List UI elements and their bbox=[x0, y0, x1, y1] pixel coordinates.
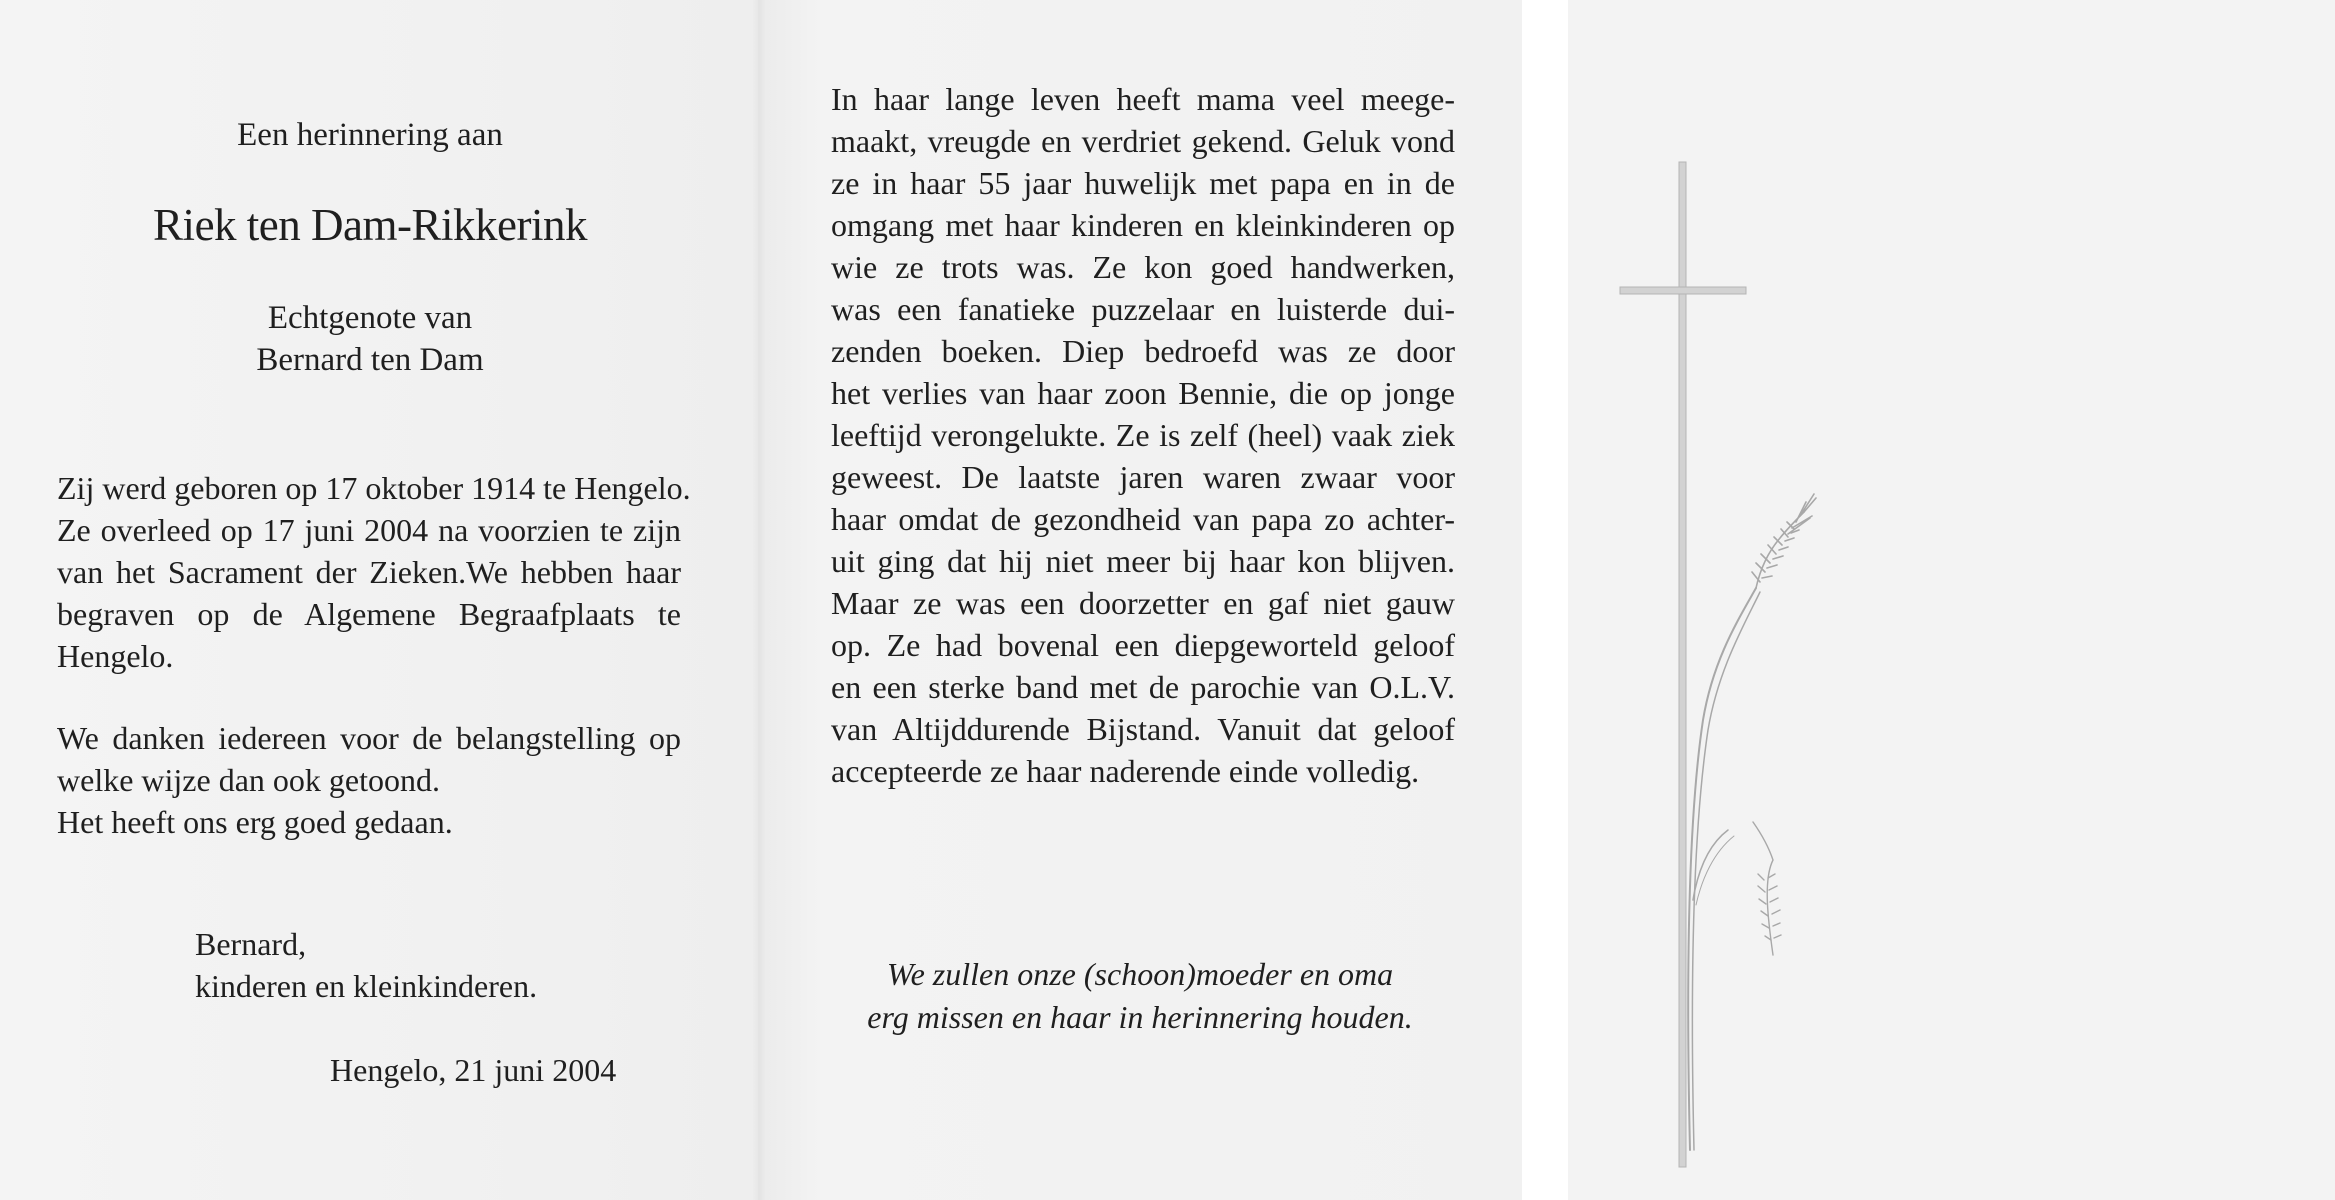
closing-line: We zullen onze (schoon)moeder en oma bbox=[886, 956, 1394, 992]
paragraph-line: We danken iedereen voor de belangstelling op bbox=[57, 720, 681, 756]
memorial-line: van Altijddurende Bijstand. Vanuit dat geloof bbox=[831, 711, 1455, 747]
memorial-line: omgang met haar kinderen en kleinkinderen op bbox=[831, 207, 1455, 243]
memorial-text bbox=[831, 78, 1455, 792]
memorial-line: het verlies van haar zoon Bennie, die op jonge bbox=[831, 375, 1455, 411]
memorial-line: geweest. De laatste jaren waren zwaar voor bbox=[831, 459, 1455, 495]
memorial-line: In haar lange leven heeft mama veel meege- bbox=[831, 81, 1455, 117]
spouse-label: Echtgenote van bbox=[267, 300, 473, 336]
wheat-ear-main bbox=[1752, 494, 1816, 588]
memorial-line: was een fanatieke puzzelaar en luisterde dui- bbox=[831, 291, 1455, 327]
paragraph-line: welke wijze dan ook getoond. bbox=[57, 762, 440, 798]
wheat-ear-small bbox=[1753, 822, 1781, 955]
paragraph-line: van het Sacrament der Zieken.We hebben haar bbox=[57, 554, 681, 590]
memorial-line: ze in haar 55 jaar huwelijk met papa en in de bbox=[831, 165, 1455, 201]
place-date: Hengelo, 21 juni 2004 bbox=[330, 1052, 617, 1088]
wheat-leaf bbox=[1696, 836, 1734, 905]
cross-vertical-beam bbox=[1679, 162, 1686, 1167]
scan-gap bbox=[1522, 0, 1568, 1200]
paragraph-line: Het heeft ons erg goed gedaan. bbox=[57, 804, 453, 840]
closing-line: erg missen en haar in herinnering houden. bbox=[867, 999, 1413, 1035]
memorial-line: haar omdat de gezondheid van papa zo achter- bbox=[831, 501, 1455, 537]
signature-line: kinderen en kleinkinderen. bbox=[195, 968, 538, 1004]
memorial-line: zenden boeken. Diep bedroefd was ze door bbox=[831, 333, 1455, 369]
memorial-line: op. Ze had bovenal een diepgeworteld geloof bbox=[831, 627, 1455, 663]
paragraph-line: begraven op de Algemene Begraafplaats te bbox=[57, 596, 681, 632]
intro-text: Een herinnering aan bbox=[237, 117, 503, 153]
paragraph-line: Zij werd geboren op 17 oktober 1914 te Hengelo. bbox=[57, 470, 691, 506]
memorial-line: Maar ze was een doorzetter en gaf niet gauw bbox=[831, 585, 1455, 621]
deceased-name: Riek ten Dam-Rikkerink bbox=[153, 200, 587, 250]
memorial-line: uit ging dat hij niet meer bij haar kon blijven. bbox=[831, 543, 1455, 579]
spouse-name: Bernard ten Dam bbox=[256, 342, 484, 378]
memorial-line: en een sterke band met de parochie van O.L.V. bbox=[831, 669, 1455, 705]
memorial-line: accepteerde ze haar naderende einde volledig. bbox=[831, 753, 1420, 789]
paragraph-line: Hengelo. bbox=[57, 638, 174, 674]
wheat-stem bbox=[1692, 592, 1760, 1150]
memorial-line: wie ze trots was. Ze kon goed handwerken, bbox=[831, 249, 1455, 285]
paragraph-line: Ze overleed op 17 juni 2004 na voorzien te zijn bbox=[57, 512, 681, 548]
birth-death-paragraph bbox=[57, 467, 691, 677]
memorial-line: leeftijd verongelukte. Ze is zelf (heel) vaak ziek bbox=[831, 417, 1455, 453]
signature-line: Bernard, bbox=[195, 926, 307, 962]
thanks-paragraph bbox=[57, 717, 681, 843]
cross-horizontal-beam bbox=[1620, 287, 1746, 294]
wheat-stem bbox=[1688, 588, 1756, 1150]
memorial-line: maakt, vreugde en verdriet gekend. Geluk vond bbox=[831, 123, 1455, 159]
cross-with-wheat-icon bbox=[1568, 0, 2335, 1200]
